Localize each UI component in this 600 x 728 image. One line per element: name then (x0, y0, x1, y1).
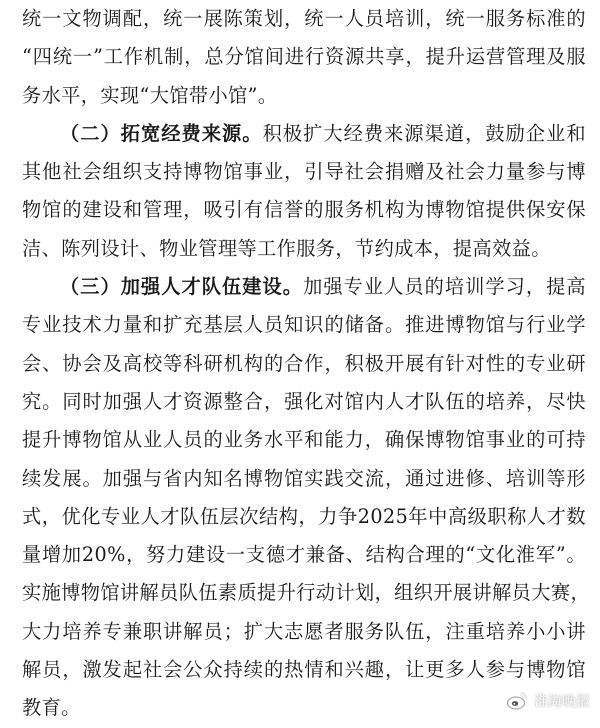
paragraph-line: 续发展。加强与省内知名博物馆实践交流，通过进修、培训等形 (22, 466, 586, 490)
paragraph-line: 实施博物馆讲解员队伍素质提升行动计划，组织开展讲解员大赛， (22, 581, 591, 605)
paragraph-line: 提升博物馆从业人员的业务水平和能力，确保博物馆事业的可持 (22, 428, 586, 452)
watermark-text: 淮海晚报 (534, 694, 590, 710)
section-3-text: 加强专业人员的培训学习，提高 (303, 275, 586, 299)
paragraph-line: “四统一”工作机制，总分馆间进行资源共享，提升运营管理及服 (22, 45, 586, 69)
paragraph-line: 式，优化专业人才队伍层次结构，力争2025年中高级职称人才数 (22, 504, 586, 528)
section-3-first-line (22, 268, 586, 306)
paragraph-line: 统一文物调配，统一展陈策划，统一人员培训，统一服务标准的 (22, 7, 586, 30)
paragraph-line: 解员，激发起社会公众持续的热情和兴趣，让更多人参与博物馆 (22, 658, 586, 682)
section-3-heading: （三）加强人才队伍建设。 (60, 275, 304, 299)
paragraph-line: 量增加20%，努力建设一支德才兼备、结构合理的“文化淮军”。 (22, 543, 586, 567)
paragraph-line: 教育。 (22, 696, 81, 720)
paragraph-line: 务水平，实现“大馆带小馆”。 (22, 83, 278, 107)
paragraph-line: 物馆的建设和管理，吸引有信誉的服务机构为博物馆提供保安保 (22, 198, 586, 222)
section-2-first-line (22, 115, 586, 153)
paragraph-line: 专业技术力量和扩充基层人员知识的储备。推进博物馆与行业学 (22, 313, 586, 337)
weibo-icon (506, 690, 528, 712)
paragraph-line: 大力培养专兼职讲解员；扩大志愿者服务队伍，注重培养小小讲 (22, 619, 586, 643)
paragraph-line: 会、协会及高校等科研机构的合作，积极开展有针对性的专业研 (22, 351, 586, 375)
paragraph-line: 其他社会组织支持博物馆事业，引导社会捐赠及社会力量参与博 (22, 160, 586, 184)
section-2-heading: （二）拓宽经费来源。 (60, 121, 263, 145)
watermark (506, 690, 590, 712)
paragraph-line: 究。同时加强人才资源整合，强化对馆内人才队伍的培养，尽快 (22, 389, 586, 413)
section-2-text: 积极扩大经费来源渠道，鼓励企业和 (262, 121, 586, 145)
paragraph-line: 洁、陈列设计、物业管理等工作服务，节约成本，提高效益。 (22, 236, 551, 260)
